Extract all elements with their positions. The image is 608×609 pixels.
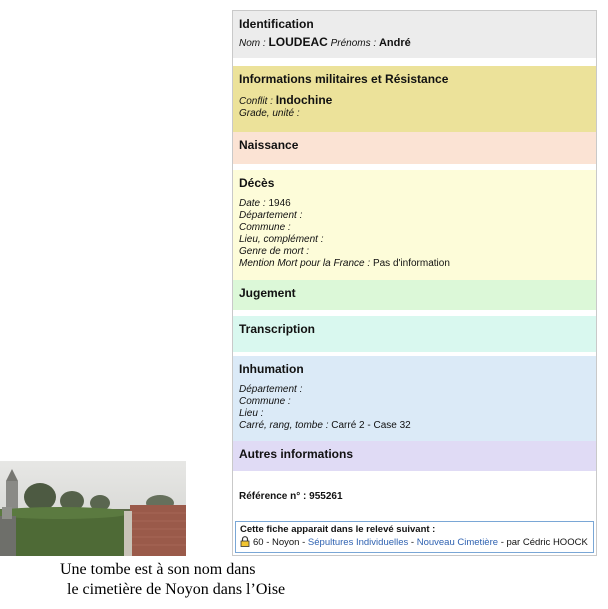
grade-label: Grade, unité : xyxy=(239,108,300,119)
section-title: Décès xyxy=(239,176,275,190)
section-transcription xyxy=(233,316,596,352)
lieu-label: Lieu, complément : xyxy=(239,234,324,245)
source-link-cimetiere[interactable]: Nouveau Cimetière xyxy=(416,537,499,548)
cemetery-photo xyxy=(0,461,186,556)
lieu-label: Lieu : xyxy=(239,408,264,419)
prenoms-label: Prénoms : xyxy=(330,38,377,49)
prenoms-value: André xyxy=(378,37,411,49)
source-prefix: 60 - Noyon - xyxy=(253,537,306,548)
section-title: Transcription xyxy=(239,322,316,336)
section-title: Inhumation xyxy=(239,362,304,376)
carre-value: Carré 2 - Case 32 xyxy=(331,420,411,431)
record-card xyxy=(232,10,597,556)
mention-label: Mention Mort pour la France : xyxy=(239,258,371,269)
section-title: Jugement xyxy=(239,286,296,300)
commune-label: Commune : xyxy=(239,396,291,407)
reference-number: Référence n° : 955261 xyxy=(239,491,343,502)
nom-label: Nom : xyxy=(239,38,266,49)
mention-value: Pas d'information xyxy=(372,258,450,269)
caption-line-1: Une tombe est à son nom dans xyxy=(60,561,256,578)
departement-label: Département : xyxy=(239,384,303,395)
section-military xyxy=(233,66,596,132)
section-title: Naissance xyxy=(239,138,299,152)
commune-label: Commune : xyxy=(239,222,291,233)
nom-value: LOUDEAC xyxy=(268,35,328,49)
photo-caption xyxy=(60,560,390,600)
date-value: 1946 xyxy=(268,198,291,209)
section-identification xyxy=(233,11,596,58)
section-title: Identification xyxy=(239,17,314,31)
source-link-sepultures[interactable]: Sépultures Individuelles xyxy=(307,537,409,548)
padlock-icon xyxy=(240,536,250,547)
section-autres xyxy=(233,441,596,471)
genre-label: Genre de mort : xyxy=(239,246,310,257)
conflit-value: Indochine xyxy=(275,93,333,107)
section-naissance xyxy=(233,132,596,164)
source-separator: - xyxy=(410,537,415,548)
section-title: Informations militaires et Résistance xyxy=(239,72,449,86)
section-inhumation xyxy=(233,356,596,441)
caption-line-2: le cimetière de Noyon dans l’Oise xyxy=(67,581,286,598)
date-label: Date : xyxy=(239,198,266,209)
departement-label: Département : xyxy=(239,210,303,221)
source-author: - par Cédric HOOCK xyxy=(500,537,588,548)
section-jugement xyxy=(233,280,596,310)
source-title: Cette fiche apparait dans le relevé suivant : xyxy=(240,524,436,535)
conflit-label: Conflit : xyxy=(239,96,273,107)
carre-label: Carré, rang, tombe : xyxy=(239,420,329,431)
source-box xyxy=(235,521,594,553)
section-deces xyxy=(233,170,596,280)
section-title: Autres informations xyxy=(239,447,354,461)
